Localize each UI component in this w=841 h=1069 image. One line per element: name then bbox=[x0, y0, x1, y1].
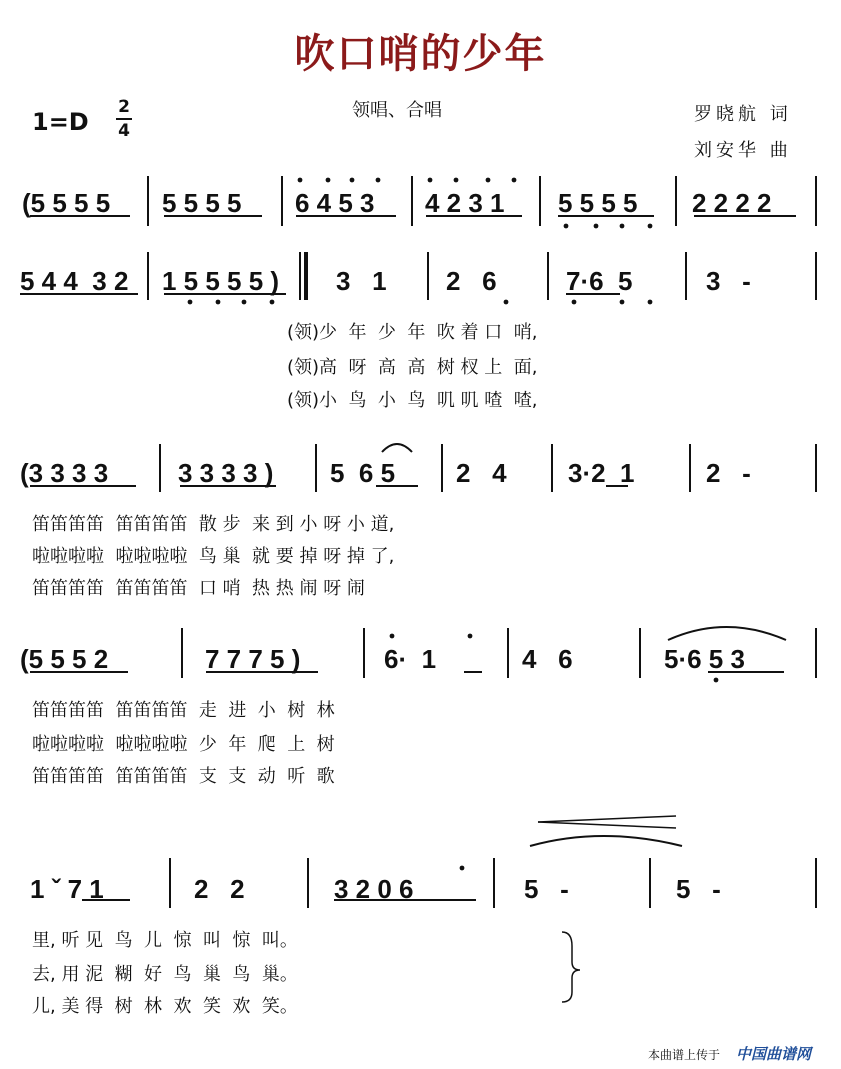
lyric-line: 啦啦啦啦 啦啦啦啦 少 年 爬 上 树 bbox=[32, 734, 335, 755]
lyric-line: 笛笛笛笛 笛笛笛笛 支 支 动 听 歌 bbox=[32, 766, 335, 787]
performance-mode: 领唱、合唱 bbox=[352, 100, 442, 121]
lyric-line: (领)少 年 少 年 吹 着 口 哨, bbox=[287, 322, 538, 343]
measure: (3 3 3 3 bbox=[20, 458, 109, 488]
measure: 1 5 5 5 5 ) bbox=[162, 266, 280, 296]
measure: 3·2 1 bbox=[568, 458, 635, 488]
key-signature: 1=D bbox=[32, 108, 89, 136]
measure: 1 ˇ 7 1 bbox=[30, 874, 104, 904]
measure: 4 2 3 1 bbox=[425, 188, 505, 218]
lyricist-credit: 罗晓航 词 bbox=[694, 104, 792, 125]
measure: 2 2 2 2 bbox=[692, 188, 772, 218]
site-name: 中国曲谱网 bbox=[736, 1045, 812, 1063]
measure: 3 2 0 6 bbox=[334, 874, 414, 904]
lyric-line: 儿, 美 得 树 林 欢 笑 欢 笑。 bbox=[32, 996, 298, 1017]
lyric-line: 笛笛笛笛 笛笛笛笛 走 进 小 树 林 bbox=[32, 700, 335, 721]
lyric-line: 笛笛笛笛 笛笛笛笛 散 步 来 到 小 呀 小 道, bbox=[32, 514, 395, 535]
footer-upload-note: 本曲谱上传于 bbox=[648, 1048, 721, 1062]
measure: 6 4 5 3 bbox=[295, 188, 375, 218]
lyric-line: 笛笛笛笛 笛笛笛笛 口 哨 热 热 闹 呀 闹 bbox=[32, 578, 365, 599]
measure: 5 6 5 bbox=[330, 458, 396, 488]
measure: 5·6 5 3 bbox=[664, 644, 745, 674]
measure: 3 - bbox=[706, 266, 751, 296]
measure: 5 5 5 5 bbox=[558, 188, 638, 218]
site-logo[interactable] bbox=[736, 1043, 811, 1064]
measure: (5 5 5 5 bbox=[22, 188, 111, 218]
lyric-line: 去, 用 泥 糊 好 鸟 巢 鸟 巢。 bbox=[32, 964, 298, 985]
measure: 5 4 4 3 2 bbox=[20, 266, 129, 296]
measure: 5 5 5 5 bbox=[162, 188, 242, 218]
lyric-line: 啦啦啦啦 啦啦啦啦 鸟 巢 就 要 掉 呀 掉 了, bbox=[32, 546, 395, 567]
measure: 6· 1 bbox=[384, 644, 437, 674]
measure: 7 7 7 5 ) bbox=[205, 644, 301, 674]
measure: 3 1 bbox=[336, 266, 387, 296]
measure: (5 5 5 2 bbox=[20, 644, 109, 674]
measure: 2 4 bbox=[456, 458, 507, 488]
lyric-line: 里, 听 见 鸟 儿 惊 叫 惊 叫。 bbox=[32, 930, 298, 951]
time-signature-bottom: 4 bbox=[118, 121, 130, 141]
measure: 2 - bbox=[706, 458, 751, 488]
lyric-line: (领)小 鸟 小 鸟 叽 叽 喳 喳, bbox=[287, 390, 538, 411]
lyric-line: (领)高 呀 高 高 树 杈 上 面, bbox=[287, 357, 538, 378]
song-title: 吹口哨的少年 bbox=[294, 31, 547, 77]
composer-credit: 刘安华 曲 bbox=[694, 140, 792, 161]
measure: 3 3 3 3 ) bbox=[178, 458, 274, 488]
measure: 5 - bbox=[524, 874, 569, 904]
time-signature-top: 2 bbox=[118, 97, 130, 117]
measure: 2 6 bbox=[446, 266, 497, 296]
measure: 2 2 bbox=[194, 874, 245, 904]
measure: 4 6 bbox=[522, 644, 573, 674]
measure: 7·6 5 bbox=[566, 266, 633, 296]
measure: 5 - bbox=[676, 874, 721, 904]
